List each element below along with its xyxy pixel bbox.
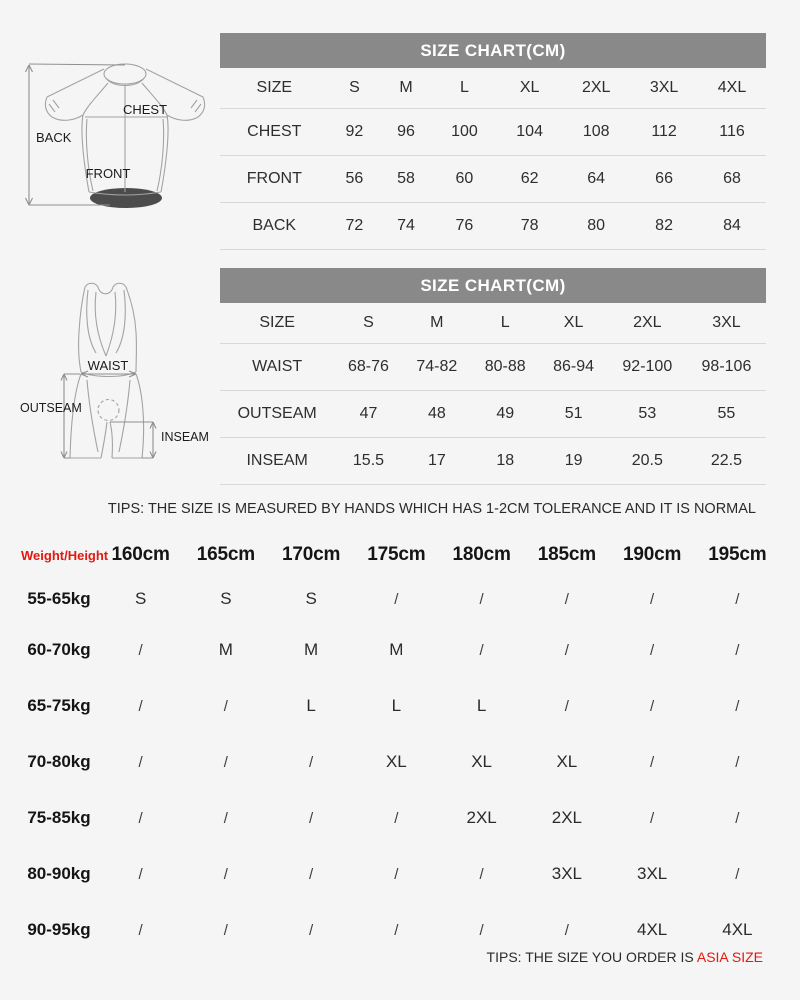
cell: 20.5	[608, 438, 687, 485]
height-column-header: 195cm	[708, 544, 767, 565]
bib-shorts-diagram	[0, 260, 220, 500]
weight-row-label: 65-75kg	[27, 696, 91, 715]
cell: 66	[630, 156, 698, 203]
size-cell: /	[138, 641, 143, 659]
cell: 56	[329, 156, 381, 203]
size-chart-title: SIZE CHART(CM)	[220, 33, 766, 68]
jersey-size-chart	[220, 33, 766, 250]
size-cell: M	[218, 640, 233, 659]
cell: 18	[471, 438, 539, 485]
cell: 60	[432, 156, 497, 203]
asia-size-tip	[487, 949, 763, 965]
size-cell: /	[564, 590, 569, 608]
table-header-row	[220, 68, 766, 109]
weight-row-label: 55-65kg	[27, 589, 91, 608]
size-cell: /	[479, 865, 484, 883]
asia-size-highlight: ASIA SIZE	[696, 949, 763, 965]
asia-size-tip-prefix: TIPS: THE SIZE YOU ORDER IS	[486, 949, 697, 965]
cell: 74	[380, 203, 432, 250]
size-cell: /	[735, 809, 740, 827]
bib-outseam-label: OUTSEAM	[20, 401, 82, 415]
cell: 92-100	[608, 344, 687, 391]
column-header: L	[432, 68, 497, 109]
size-cell: /	[138, 921, 143, 939]
matrix-row	[20, 678, 780, 734]
cell: 80	[562, 203, 630, 250]
cell: 47	[334, 391, 402, 438]
cell: 22.5	[687, 438, 766, 485]
height-column-header: 185cm	[537, 544, 596, 565]
matrix-row	[20, 576, 780, 622]
cell: 55	[687, 391, 766, 438]
row-label: INSEAM	[220, 438, 334, 485]
weight-height-label: Weight/Height	[21, 547, 109, 563]
jersey-back-label: BACK	[36, 130, 72, 145]
weight-row-label: 80-90kg	[27, 864, 91, 883]
size-cell: S	[134, 589, 147, 608]
size-cell: /	[564, 697, 569, 715]
table-header-row	[220, 303, 766, 344]
weight-height-chart	[20, 534, 780, 958]
size-cell: /	[223, 697, 228, 715]
cell: 112	[630, 109, 698, 156]
table-row	[220, 344, 766, 391]
cell: 74-82	[403, 344, 471, 391]
jersey-front-label: FRONT	[85, 166, 131, 181]
row-label: FRONT	[220, 156, 329, 203]
cell: 80-88	[471, 344, 539, 391]
cell: 48	[403, 391, 471, 438]
bib-waist-label: WAIST	[87, 358, 129, 373]
size-cell: 3XL	[637, 864, 668, 883]
weight-row-label: 70-80kg	[27, 752, 91, 771]
cell: 62	[497, 156, 562, 203]
size-cell: /	[138, 697, 143, 715]
table-row	[220, 203, 766, 250]
size-cell: L	[391, 696, 402, 715]
column-header: 2XL	[608, 303, 687, 344]
size-cell: /	[650, 697, 655, 715]
column-header: L	[471, 303, 539, 344]
matrix-row	[20, 846, 780, 902]
size-cell: /	[394, 865, 399, 883]
cell: 76	[432, 203, 497, 250]
size-cell: 4XL	[722, 920, 753, 939]
size-cell: /	[223, 865, 228, 883]
cell: 108	[562, 109, 630, 156]
cell: 100	[432, 109, 497, 156]
size-cell: /	[650, 753, 655, 771]
size-cell: /	[479, 590, 484, 608]
size-cell: /	[309, 865, 314, 883]
size-cell: 4XL	[637, 920, 668, 939]
row-label: BACK	[220, 203, 329, 250]
jersey-chest-label: CHEST	[122, 102, 168, 117]
size-cell: /	[309, 921, 314, 939]
cell: 86-94	[539, 344, 607, 391]
size-cell: /	[650, 590, 655, 608]
size-cell: 2XL	[551, 808, 582, 827]
cell: 19	[539, 438, 607, 485]
cell: 104	[497, 109, 562, 156]
size-cell: /	[394, 921, 399, 939]
weight-row-label: 60-70kg	[27, 640, 91, 659]
size-cell: 2XL	[466, 808, 497, 827]
cell: 15.5	[334, 438, 402, 485]
column-header: 3XL	[687, 303, 766, 344]
size-cell: /	[564, 641, 569, 659]
row-label: CHEST	[220, 109, 329, 156]
height-column-header: 170cm	[282, 544, 341, 565]
column-header: M	[403, 303, 471, 344]
column-header: S	[329, 68, 381, 109]
size-cell: /	[479, 641, 484, 659]
matrix-header-row	[20, 534, 780, 576]
cell: 51	[539, 391, 607, 438]
matrix-row	[20, 734, 780, 790]
weight-row-label: 75-85kg	[27, 808, 91, 827]
cell: 68-76	[334, 344, 402, 391]
size-cell: /	[138, 865, 143, 883]
size-cell: /	[735, 641, 740, 659]
size-cell: /	[138, 753, 143, 771]
cell: 82	[630, 203, 698, 250]
height-column-header: 165cm	[196, 544, 255, 565]
size-cell: /	[223, 809, 228, 827]
cell: 64	[562, 156, 630, 203]
size-cell: /	[309, 753, 314, 771]
cell: 72	[329, 203, 381, 250]
table-row	[220, 156, 766, 203]
cell: 92	[329, 109, 381, 156]
column-header: M	[380, 68, 432, 109]
cell: 78	[497, 203, 562, 250]
table-row	[220, 391, 766, 438]
height-column-header: 175cm	[367, 544, 426, 565]
cell: 68	[698, 156, 766, 203]
size-cell: /	[479, 921, 484, 939]
table-row	[220, 438, 766, 485]
size-cell: M	[304, 640, 319, 659]
measure-tolerance-tip: TIPS: THE SIZE IS MEASURED BY HANDS WHICH HAS 1-2CM TOLERANCE AND IT IS NORMAL	[107, 501, 756, 517]
height-column-header: 180cm	[452, 544, 511, 565]
column-header: XL	[539, 303, 607, 344]
jersey-diagram	[0, 20, 220, 240]
cell: 116	[698, 109, 766, 156]
size-cell: L	[476, 696, 487, 715]
bib-size-table	[220, 303, 766, 485]
column-header: 3XL	[630, 68, 698, 109]
row-label: WAIST	[220, 344, 334, 391]
cell: 53	[608, 391, 687, 438]
matrix-row	[20, 622, 780, 678]
size-cell: /	[394, 809, 399, 827]
row-label: OUTSEAM	[220, 391, 334, 438]
size-cell: XL	[471, 752, 493, 771]
size-cell: XL	[385, 752, 407, 771]
size-cell: /	[735, 590, 740, 608]
size-cell: /	[735, 697, 740, 715]
cell: 84	[698, 203, 766, 250]
size-cell: 3XL	[551, 864, 582, 883]
cell: 96	[380, 109, 432, 156]
size-chart-title: SIZE CHART(CM)	[220, 268, 766, 303]
cell: 17	[403, 438, 471, 485]
cell: 58	[380, 156, 432, 203]
column-header: 2XL	[562, 68, 630, 109]
cell: 98-106	[687, 344, 766, 391]
column-header: SIZE	[220, 68, 329, 109]
matrix-row	[20, 790, 780, 846]
size-cell: /	[650, 641, 655, 659]
table-row	[220, 109, 766, 156]
size-cell: /	[309, 809, 314, 827]
column-header: SIZE	[220, 303, 334, 344]
bib-inseam-label: INSEAM	[161, 430, 209, 444]
weight-row-label: 90-95kg	[27, 920, 91, 939]
cell: 49	[471, 391, 539, 438]
size-cell: /	[223, 753, 228, 771]
size-cell: /	[735, 865, 740, 883]
size-cell: /	[735, 753, 740, 771]
size-cell: M	[389, 640, 404, 659]
height-column-header: 190cm	[623, 544, 682, 565]
size-cell: XL	[556, 752, 578, 771]
size-cell: /	[223, 921, 228, 939]
size-cell: S	[305, 589, 317, 608]
height-column-header: 160cm	[111, 544, 170, 565]
column-header: 4XL	[698, 68, 766, 109]
size-cell: L	[306, 696, 316, 715]
bib-size-chart	[220, 268, 766, 485]
size-cell: /	[394, 590, 399, 608]
size-cell: /	[138, 809, 143, 827]
size-cell: /	[650, 809, 655, 827]
size-cell: S	[220, 589, 232, 608]
column-header: S	[334, 303, 402, 344]
size-cell: /	[564, 921, 569, 939]
jersey-size-table	[220, 68, 766, 250]
column-header: XL	[497, 68, 562, 109]
